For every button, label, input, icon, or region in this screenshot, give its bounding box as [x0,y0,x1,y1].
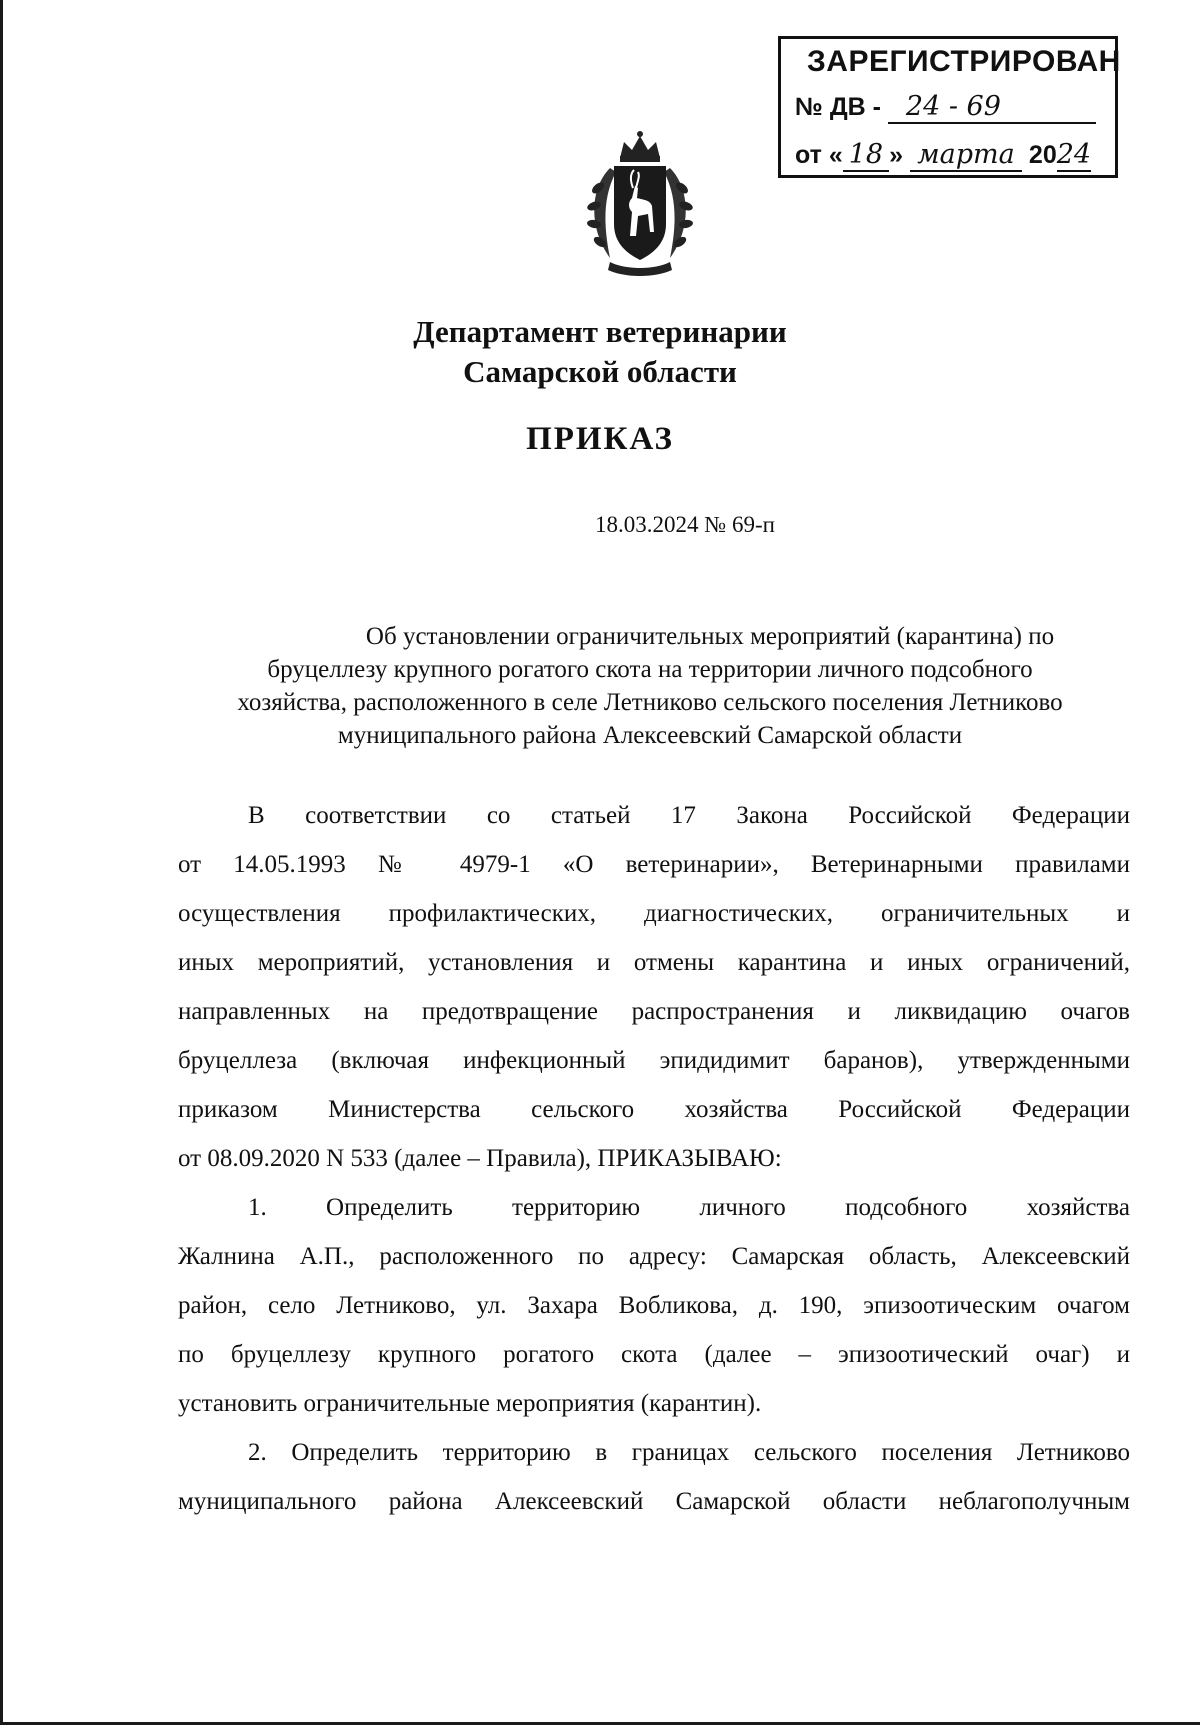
item-line: 1. Определить территорию личного подсобного хозяйства [248,1194,1130,1221]
order-date-number: 18.03.2024 № 69-п [595,512,775,537]
stamp-date-mid: » [889,141,904,169]
item-line: район, село Летниково, ул. Захара Вобликова, д. 190, эпизоотическим очагом [178,1292,1130,1319]
item-line: муниципального района Алексеевский Самарской области неблагополучным [178,1488,1130,1515]
preamble-line: иных мероприятий, установления и отмены карантина и иных ограничений, [178,949,1130,976]
stamp-number-row [795,91,1096,124]
item-line: по бруцеллезу крупного рогатого скота (далее – эпизоотический очаг) и [178,1341,1130,1368]
department-name-line1: Департамент ветеринарии [413,314,787,349]
subject-line: Об установлении ограничительных мероприятий (карантина) по [365,623,1055,650]
stamp-year-prefix: 20 [1028,141,1057,169]
subject-line: бруцеллезу крупного рогатого скота на территории личного подсобного [267,656,1033,683]
document-type-title: ПРИКАЗ [526,421,674,457]
preamble-line: от 14.05.1993 № 4979-1 «О ветеринарии», Ветеринарными правилами [178,851,1130,878]
registration-stamp [778,36,1121,178]
preamble-line: от 08.09.2020 N 533 (далее – Правила), ПРИКАЗЫВАЮ: [178,1145,782,1172]
preamble-line: приказом Министерства сельского хозяйства Российской Федерации [178,1096,1130,1123]
preamble-line: бруцеллеза (включая инфекционный эпидидимит баранов), утвержденными [178,1047,1130,1074]
item-line: Жалнина А.П., расположенного по адресу: Самарская область, Алексеевский [178,1243,1130,1270]
stamp-date-month: марта [910,139,1022,172]
subject-line: муниципального района Алексеевский Самарской области [337,722,963,749]
subject-line: хозяйства, расположенного в селе Летниково сельского поселения Летниково [237,689,1063,716]
order-item-2 [178,1428,1130,1526]
department-name-line2: Самарской области [463,354,737,389]
preamble-paragraph [178,791,1130,1183]
stamp-date-day: 18 [843,139,889,172]
stamp-year-suffix: 24 [1056,139,1092,170]
order-subject [170,620,1130,752]
scan-left-border [0,0,3,1725]
preamble-line: осуществления профилактических, диагностических, ограничительных и [178,900,1130,927]
stamp-date-row [795,139,1091,172]
preamble-line: В соответствии со статьей 17 Закона Российской Федерации [248,802,1130,829]
stamp-date-prefix: от « [795,141,843,169]
coat-of-arms-emblem [580,128,700,280]
stamp-number-prefix: № ДВ - [795,93,881,121]
item-line: 2. Определить территорию в границах сельского поселения Летниково [248,1439,1130,1466]
preamble-line: направленных на предотвращение распространения и ликвидацию очагов [178,998,1130,1025]
item-line: установить ограничительные мероприятия (карантин). [178,1390,762,1417]
stamp-title: ЗАРЕГИСТРИРОВАН [807,45,1121,78]
order-item-1 [178,1183,1130,1428]
stamp-number-value: 24 - 69 [888,91,1096,124]
